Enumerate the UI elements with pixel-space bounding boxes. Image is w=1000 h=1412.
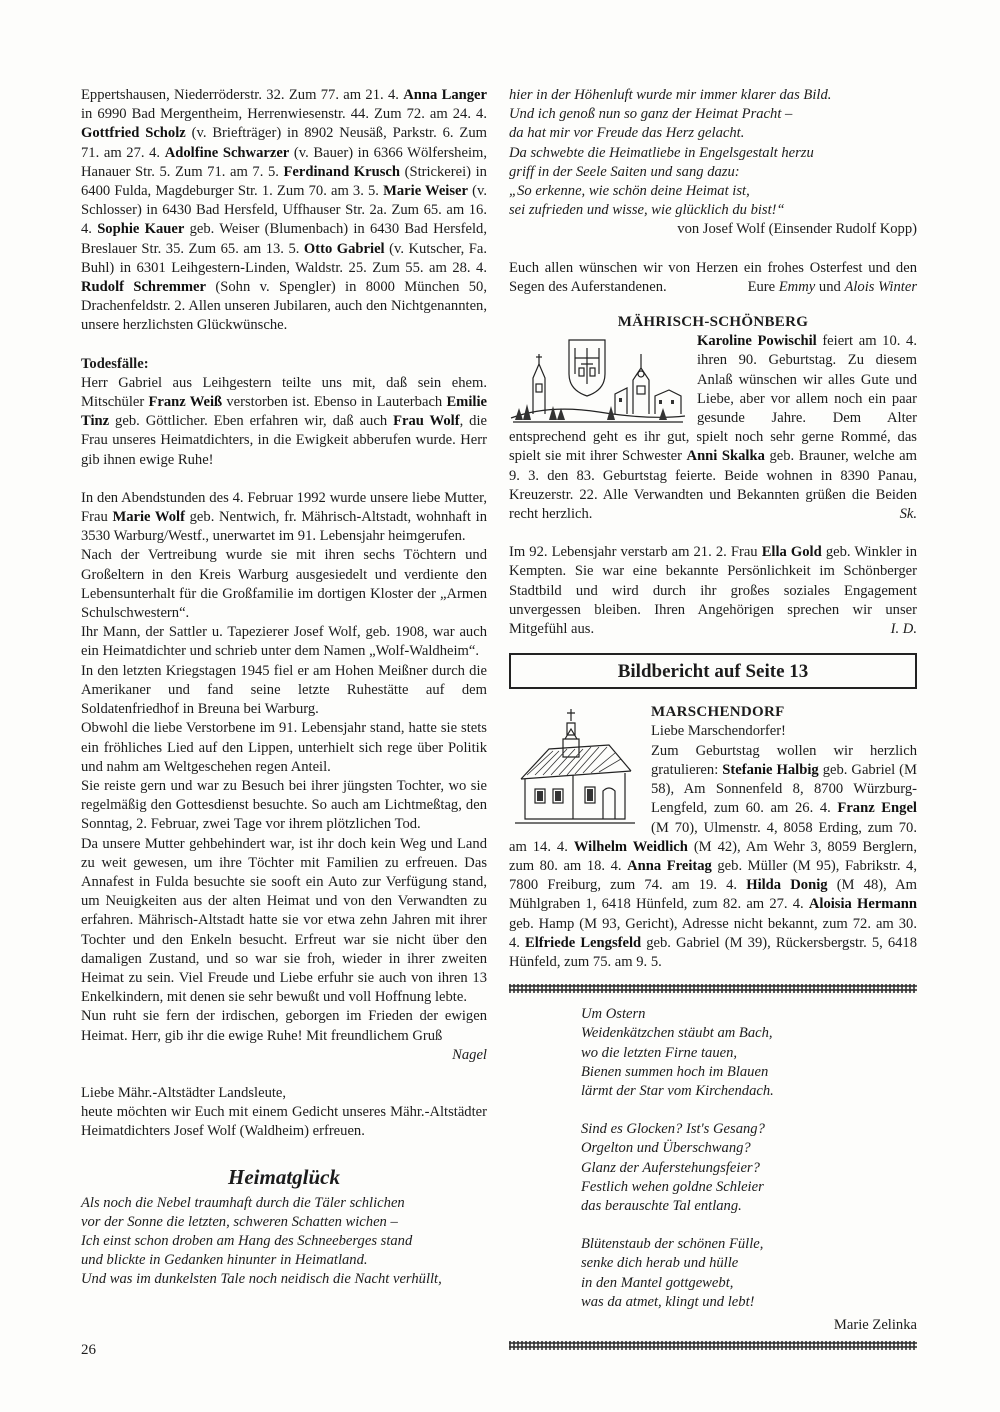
poem-line: was da atmet, klingt und lebt! bbox=[581, 1293, 755, 1310]
poem-line: wo die letzten Firne tauen, bbox=[581, 1044, 738, 1061]
poem-line: Festlich wehen goldne Schleier bbox=[581, 1178, 764, 1195]
poem-line: Und was im dunkelsten Tale noch neidisch die Nacht verhüllt, bbox=[81, 1271, 442, 1288]
bold-name: Karoline Powischil bbox=[697, 333, 817, 350]
poem-line: in den Mantel gottgewebt, bbox=[581, 1274, 734, 1291]
bold-name: Anna Langer bbox=[403, 87, 487, 103]
bold-name: Ella Gold bbox=[761, 544, 822, 561]
obituary-signature: Nagel bbox=[452, 1046, 487, 1063]
obituary-paragraph: Da unsere Mutter gehbehindert war, ist ihr doch kein Weg und Land zu weit gewesen, um ihre Töchter mit Familien zu erfreuen. Das Annafest in Fulda besuchte sie sooft ein Auto zur Verfügung stand, um Neuigkeiten aus der alten Heimat und von den Verwandten zu erfahren. Mährisch-Altstadt hatte sie vor etwa zehn Jahren mit ihrer Tochter und den Enkeln besucht. Erfreut war sie nicht über den damaligen Zustand, und so war sie froh, wieder in ihrer zweiten Heimat zu sein. Viel Freude und Liebe erfuhr sie auch von ihren 13 Enkelkindern, mit denen sie sehr bewußt und voll Hoffnung lebte. bbox=[81, 835, 487, 1006]
obituary-paragraph: In den letzten Kriegstagen 1945 fiel er am Hohen Meißner durch die Amerikaner und fand seine letzte Ruhestätte auf dem Soldatenfriedhof in Breuna bei Warburg. bbox=[81, 662, 487, 718]
ms-paragraph: Karoline Powischil feiert am 10. 4. ihren 90. Geburtstag. Zu diesem Anlaß wünschen wir alles Gute und Liebe, aber vor allem noch ein paar gesunde Jahre. Dem Alter entsprechend geht es ihr gut, spielt noch sehr gerne Rommé, das spielt sie mit ihrer Schwester Anni Skalka geb. Brauner, welche am 9. 3. den 83. Geburtstag feierte. Beide wohnen in 8390 Panau, Kreuzerstr. 22. Alle Verwandten und Bekannten grüßen die Beiden recht herzlich. bbox=[509, 333, 918, 523]
town-skyline-icon bbox=[509, 334, 687, 426]
bold-name: Aloisia Hermann bbox=[808, 896, 917, 913]
easter-and: und bbox=[815, 278, 845, 295]
bold-name: Marie Wolf bbox=[112, 509, 185, 526]
poem-line: vor der Sonne die letzten, schweren Schatten wichen – bbox=[81, 1213, 398, 1230]
poem-ostern bbox=[581, 1005, 917, 1312]
poem-title: Heimatglück bbox=[228, 1164, 340, 1189]
obituary-paragraph: Nun ruht sie fern der irdischen, geborgen im Frieden der ewigen Heimat. Herr, gib ihr die ewige Ruhe! Mit freundlichem Gruß bbox=[81, 1008, 487, 1044]
poem-line: Als noch die Nebel traumhaft durch die Täler schlichen bbox=[81, 1194, 405, 1211]
marschendorf-greeting: Liebe Marschendorfer! bbox=[651, 723, 786, 740]
ms-section bbox=[509, 332, 917, 524]
bold-name: Stefanie Halbig bbox=[722, 761, 819, 778]
poem-line: Weidenkätzchen stäubt am Bach, bbox=[581, 1025, 773, 1042]
chapel-illustration bbox=[513, 705, 637, 827]
ornament-divider-bottom bbox=[509, 1341, 917, 1350]
obituary bbox=[81, 489, 487, 1065]
ms-coat-of-arms-illustration bbox=[509, 334, 687, 426]
todesfaelle-paragraph: Herr Gabriel aus Leihgestern teilte uns mit, daß sein ehem. Mitschüler Franz Weiß verstorben ist. Ebenso in Lauterbach Emilie Tinz geb. Göttlicher. Eben erfahren wir, daß auch Frau Wolf, die Frau unseres Heimatdichters, in die Ewigkeit abberufen wurde. Herr gib ihnen ewige Ruhe! bbox=[81, 374, 487, 468]
bold-name: Rudolf Schremmer bbox=[81, 279, 207, 296]
todesfaelle-heading: Todesfälle: bbox=[81, 355, 149, 372]
poem-attribution: von Josef Wolf (Einsender Rudolf Kopp) bbox=[677, 221, 917, 238]
gold-text: Im 92. Lebensjahr verstarb am 21. 2. Frau Ella Gold geb. Winkler in Kempten. Sie war eine bekannte Persönlichkeit im Schönberger Stadtbild und wird durch ihr großes soziales Engagement unvergessen bleiben. Ihren Angehörigen sprechen wir unser Mitgefühl aus. bbox=[509, 544, 918, 638]
easter-wish bbox=[509, 259, 917, 297]
poem-heimatglueck-cont bbox=[509, 86, 917, 220]
bold-name: Franz Engel bbox=[837, 800, 917, 817]
poem-line: „So erkenne, wie schön deine Heimat ist, bbox=[509, 183, 750, 200]
ms-heading: MÄHRISCH-SCHÖNBERG bbox=[617, 314, 809, 331]
gold-paragraph bbox=[509, 543, 917, 639]
ostern-author: Marie Zelinka bbox=[833, 1316, 917, 1333]
poem-line: Sind es Glocken? Ist's Gesang? bbox=[581, 1121, 765, 1138]
poem-heimatglueck-start bbox=[81, 1194, 487, 1290]
poem-line: Und ich genoß nun so ganz der Heimat Pracht – bbox=[509, 106, 793, 123]
marschendorf-paragraph: Zum Geburtstag wollen wir herzlich gratulieren: Stefanie Halbig geb. Gabriel (M 58), Am Sonnenfeld 8, 8700 Würzburg-Lengfeld, zum 60. am 26. 4. Franz Engel (M 70), Ulmenstr. 4, 8058 Erding, zum 70. am 14. 4. Wilhelm Weidlich (M 42), Am Wehr 3, 8059 Berglern, zum 80. am 18. 4. Anna Freitag geb. Müller (M 95), Fabrikstr. 4, 7800 Freiburg, zum 74. am 19. 4. Hilda Donig (M 48), Am Mühlgraben 1, 6418 Hünfeld, zum 82. am 27. 4. Aloisia Hermann geb. Hamp (M 93, Gericht), Adresse nicht bekannt, zum 72. am 30. 4. Elfriede Lengsfeld geb. Gabriel (M 39), Rückersbergstr. 5, 6418 Hünfeld, zum 75. am 9. 5. bbox=[509, 742, 918, 970]
poem-line: und blickte in Gedanken hinunter in Heimatland. bbox=[81, 1252, 368, 1269]
bold-name: Anni Skalka bbox=[686, 448, 765, 465]
marschendorf-heading: MARSCHENDORF bbox=[651, 704, 785, 721]
easter-sign-prefix: Eure bbox=[747, 278, 779, 295]
marschendorf-section bbox=[509, 703, 917, 972]
ms-signature: Sk. bbox=[899, 506, 917, 523]
bold-name: Marie Weiser bbox=[383, 183, 468, 200]
chapel-icon bbox=[513, 705, 637, 827]
poem-line: Blütenstaub der schönen Fülle, bbox=[581, 1236, 764, 1253]
poem-line: griff in der Seele Saiten und sang dazu: bbox=[509, 163, 740, 180]
poem-line: Um Ostern bbox=[581, 1006, 646, 1023]
poem-line: lärmt der Star vom Kirchendach. bbox=[581, 1082, 774, 1099]
bold-name: Emilie Tinz bbox=[81, 394, 487, 430]
page-number: 26 bbox=[81, 1342, 96, 1358]
poem-line: senke dich herab und hülle bbox=[581, 1255, 739, 1272]
bold-name: Elfriede Lengsfeld bbox=[525, 934, 642, 951]
left-column bbox=[81, 86, 487, 1290]
bold-name: Otto Gabriel bbox=[303, 240, 385, 257]
obituary-intro: In den Abendstunden des 4. Februar 1992 wurde unsere liebe Mutter, Frau Marie Wolf geb. Nentwich, fr. Mährisch-Altstadt, wohnhaft in 3530 Warburg/Westf., unerwartet im 91. Lebensjahr heimgerufen. bbox=[81, 489, 487, 545]
poem-line: Orgelton und Überschwang? bbox=[581, 1140, 751, 1157]
ornament-divider-top bbox=[509, 984, 917, 993]
easter-signature bbox=[748, 278, 917, 297]
bildbericht-box: Bildbericht auf Seite 13 bbox=[509, 653, 917, 689]
bold-name: Hilda Donig bbox=[746, 877, 828, 894]
gold-signature: I. D. bbox=[890, 621, 917, 638]
poem-intro-greeting: Liebe Mähr.-Altstädter Landsleute, bbox=[81, 1084, 287, 1101]
poem-intro-text: heute möchten wir Euch mit einem Gedicht unseres Mähr.-Altstädter Heimatdichters Josef Wolf (Waldheim) erfreuen. bbox=[81, 1104, 487, 1140]
bold-name: Anna Freitag bbox=[627, 857, 712, 874]
right-column bbox=[509, 86, 917, 1350]
poem-line: Bienen summen hoch im Blauen bbox=[581, 1063, 769, 1080]
easter-name-emmy: Emmy bbox=[778, 278, 816, 295]
poem-line: hier in der Höhenluft wurde mir immer klarer das Bild. bbox=[509, 87, 832, 103]
poem-line: da hat mir vor Freude das Herz gelacht. bbox=[509, 125, 745, 142]
obituary-paragraph: Ihr Mann, der Sattler u. Tapezierer Josef Wolf, geb. 1908, war auch ein Heimatdichter und schrieb unter dem Namen „Wolf-Waldheim“. bbox=[81, 624, 487, 660]
obituary-paragraph: Sie reiste gern und war zu Besuch bei ihrer jüngsten Tochter, wo sie regelmäßig den Gottesdienst besuchte. So auch am Lichtmeßtag, den Sonntag, 2. Februar, zwei Tage vor ihrem plötzlichen Tod. bbox=[81, 777, 487, 833]
poem-line: Glanz der Auferstehungsfeier? bbox=[581, 1159, 760, 1176]
bold-name: Wilhelm Weidlich bbox=[573, 838, 688, 855]
easter-name-alois: Alois Winter bbox=[844, 278, 917, 295]
bold-name: Franz Weiß bbox=[148, 394, 223, 411]
bold-name: Gottfried Scholz bbox=[81, 125, 186, 142]
poem-line: Ich einst schon droben am Hang des Schneeberges stand bbox=[81, 1232, 413, 1249]
poem-line: Da schwebte die Heimatliebe in Engelsgestalt herzu bbox=[509, 144, 814, 161]
obituary-paragraph: Obwohl die liebe Verstorbene im 91. Lebensjahr stand, hatte sie stets ein fröhliches Lied auf den Lippen, unterhielt sich rege über Politik und nahm am Weltgeschehen regen Anteil. bbox=[81, 720, 487, 775]
poem-line: sei zufrieden und wisse, wie glücklich du bist!“ bbox=[509, 202, 785, 219]
bold-name: Sophie Kauer bbox=[97, 221, 185, 238]
obituary-paragraph: Nach der Vertreibung wurde sie mit ihren sechs Töchtern und Großeltern in den Kreis Warburg ausgesiedelt und verdiente den Lebensunterhalt für die Großfamilie im dortigen Kloster der „Armen Schulschwestern“. bbox=[81, 547, 487, 622]
poem-line: das berauschte Tal entlang. bbox=[581, 1197, 742, 1214]
bold-name: Ferdinand Krusch bbox=[283, 163, 400, 180]
easter-wish-text: Euch allen wünschen wir von Herzen ein frohes Osterfest und den Segen des Auferstandenen. bbox=[509, 259, 917, 295]
bold-name: Frau Wolf bbox=[393, 413, 460, 430]
bold-name: Adolfine Schwarzer bbox=[164, 144, 290, 161]
jubilare-paragraph: Eppertshausen, Niederröderstr. 32. Zum 77. am 21. 4. Anna Langer in 6990 Bad Mergentheim, Herrenwiesenstr. 44. Zum 72. am 24. 4. Gottfried Scholz (v. Briefträger) in 8902 Neusäß, Parkstr. 6. Zum 71. am 27. 4. Adolfine Schwarzer (v. Bauer) in 6366 Wölfersheim, Hanauer Str. 5. Zum 71. am 7. 5. Ferdinand Krusch (Strickerei) in 6400 Fulda, Magdeburger Str. 1. Zum 70. am 3. 5. Marie Weiser (v. Schlosser) in 6430 Bad Hersfeld, Uffhauser Str. 2a. Zum 65. am 16. 4. Sophie Kauer geb. Weiser (Blumenbach) in 6430 Bad Hersfeld, Breslauer Str. 35. Zum 65. am 13. 5. Otto Gabriel (v. Kutscher, Fa. Buhl) in 6301 Leihgestern-Linden, Waldstr. 25. Zum 55. am 28. 4. Rudolf Schremmer (Sohn v. Spengler) in 8000 München 50, Drachenfeldstr. 2. Allen unseren Jubilaren, auch den Nichtgenannten, unsere herzlichsten Glückwünsche. bbox=[81, 87, 488, 334]
